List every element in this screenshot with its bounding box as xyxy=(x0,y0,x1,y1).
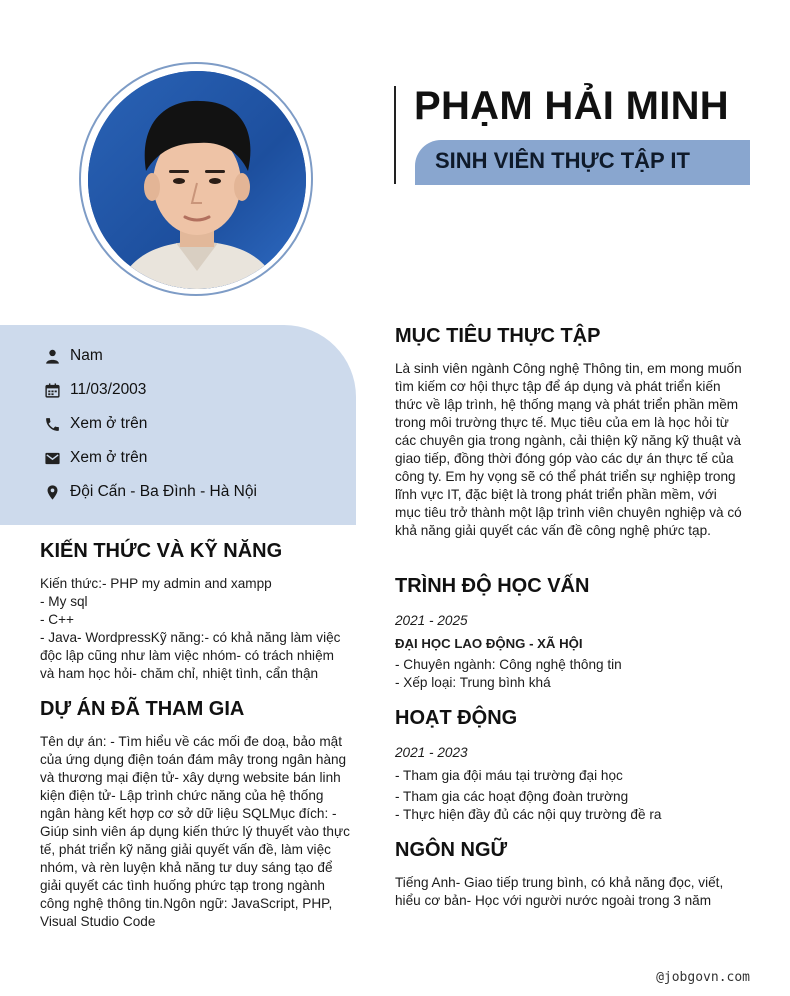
calendar-icon xyxy=(44,382,61,399)
avatar xyxy=(88,71,306,289)
gender-value: Nam xyxy=(70,347,103,364)
projects-title: DỰ ÁN ĐÃ THAM GIA xyxy=(40,698,245,720)
objective-title: MỤC TIÊU THỰC TẬP xyxy=(395,325,601,347)
candidate-role: SINH VIÊN THỰC TẬP IT xyxy=(435,148,690,173)
contact-birthday xyxy=(44,378,146,402)
contact-gender xyxy=(44,344,103,368)
education-rank: - Xếp loại: Trung bình khá xyxy=(395,675,551,690)
watermark: @jobgovn.com xyxy=(656,970,750,985)
birthday-value: 11/03/2003 xyxy=(70,381,147,398)
activity-item: - Tham gia đội máu tại trường đại học xyxy=(395,768,623,783)
skills-text: Kiến thức:- PHP my admin and xampp - My sql - C++ - Java- WordpressKỹ năng:- có khả năng làm việc độc lập cũng như làm việc nhóm- có trách nhiệm và ham học hỏi- chăm chỉ, nhiệt tình, cẩn thận xyxy=(40,576,341,681)
email-value: Xem ở trên xyxy=(70,449,148,466)
education-school: ĐẠI HỌC LAO ĐỘNG - XÃ HỘI xyxy=(395,636,583,651)
education-period: 2021 - 2025 xyxy=(395,613,468,628)
languages-title: NGÔN NGỮ xyxy=(395,839,508,861)
contact-phone xyxy=(44,412,147,436)
location-pin-icon xyxy=(44,484,61,501)
contact-email xyxy=(44,446,147,470)
skills-title: KIẾN THỨC VÀ KỸ NĂNG xyxy=(40,540,283,562)
contact-address xyxy=(44,480,257,504)
email-icon xyxy=(44,450,61,467)
address-value: Đội Cấn - Ba Đình - Hà Nội xyxy=(70,483,257,500)
activity-item: - Tham gia các hoạt động đoàn trường xyxy=(395,789,629,804)
activity-item: - Thực hiện đầy đủ các nội quy trường đề ra xyxy=(395,807,662,822)
phone-value: Xem ở trên xyxy=(70,415,148,432)
activities-period: 2021 - 2023 xyxy=(395,745,468,760)
languages-text: Tiếng Anh- Giao tiếp trung bình, có khả năng đọc, viết, hiểu cơ bản- Học với người nước ngoài trong 3 năm xyxy=(395,875,724,908)
avatar-portrait xyxy=(88,71,306,289)
projects-text: Tên dự án: - Tìm hiểu về các mối đe doạ, bảo mật của ứng dụng điện toán đám mây trong ngân hàng và thương mại điện tử- xây dựng website bán linh kiện điện tử- Lập trình chức năng của hệ thống ngân hàng kết hợp cơ sở dữ liệu SQLMục đích: - Giúp sinh viên áp dụng kiến thức lý thuyết vào thực tế, phát triển kỹ năng giải quyết vấn đề, làm việc nhóm, và rèn luyện khả năng tư duy sáng tạo để giải quyết các tình huống phức tạp trong ngành công nghệ thông tin.Ngôn ngữ: JavaScript, PHP, Visual Studio Code xyxy=(40,734,350,929)
header-divider xyxy=(394,86,396,184)
education-title: TRÌNH ĐỘ HỌC VẤN xyxy=(395,575,590,597)
phone-icon xyxy=(44,416,61,433)
activities-title: HOẠT ĐỘNG xyxy=(395,707,518,729)
education-major: - Chuyên ngành: Công nghệ thông tin xyxy=(395,657,622,672)
candidate-name: PHẠM HẢI MINH xyxy=(414,84,729,128)
objective-text: Là sinh viên ngành Công nghệ Thông tin, em mong muốn tìm kiếm cơ hội thực tập để áp dụng và phát triển kiến thức về lập trình, hệ thống mạng và phát triển phần mềm trong môi trường thực tế. Mục tiêu của em là học hỏi từ các chuyên gia trong ngành, cải thiện kỹ năng kỹ thuật và giao tiếp, đồng thời đóng góp vào các dự án thực tế của công ty. Em hy vọng sẽ có thể phát triển sự nghiệp trong lĩnh vực IT, đặc biệt là trong phát triển phần mềm, với mục tiêu trở thành một lập trình viên chuyên nghiệp và có khả năng giải quyết các vấn đề công nghệ phức tạp. xyxy=(395,361,742,538)
person-icon xyxy=(44,348,61,365)
